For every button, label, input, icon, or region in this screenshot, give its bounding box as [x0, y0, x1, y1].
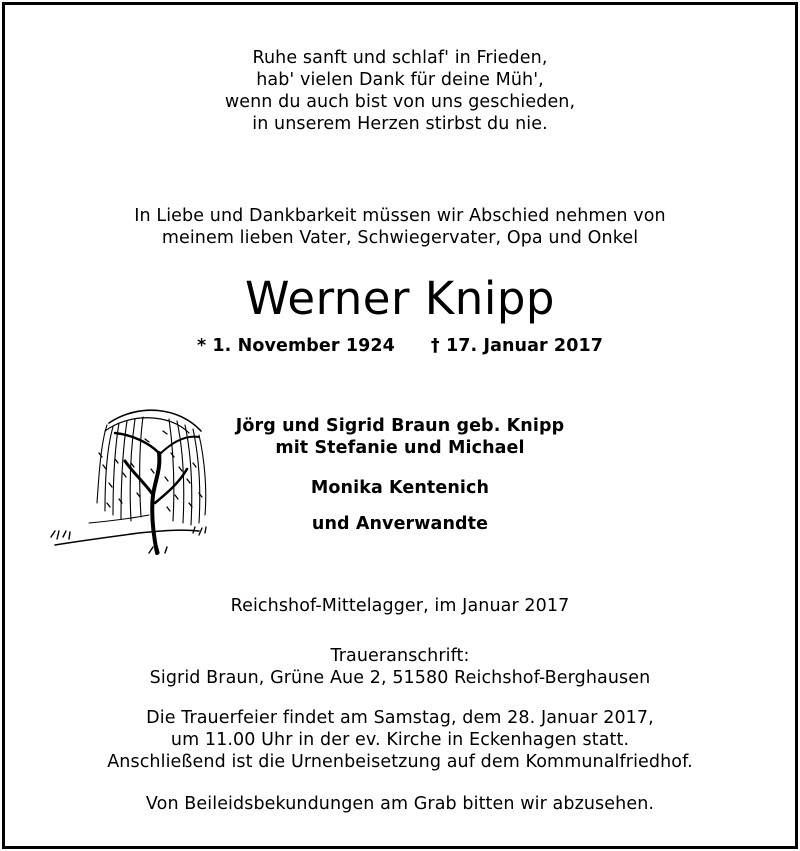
- service-line: Anschließend ist die Urnenbeisetzung auf dem Kommunalfriedhof.: [107, 752, 693, 772]
- mourner-line: und Anverwandte: [311, 514, 489, 534]
- address-label: Traueranschrift:: [330, 646, 470, 666]
- poem: [5, 47, 795, 135]
- death-date: † 17. Januar 2017: [430, 336, 604, 356]
- deceased-name: Werner Knipp: [245, 272, 555, 325]
- intro-line: In Liebe und Dankbarkeit müssen wir Abschied nehmen von: [134, 206, 666, 226]
- life-dates: [5, 335, 795, 357]
- mourner-line: mit Stefanie und Michael: [275, 438, 525, 458]
- birth-date: * 1. November 1924: [196, 336, 395, 356]
- poem-line: hab' vielen Dank für deine Müh',: [256, 70, 544, 90]
- poem-line: Ruhe sanft und schlaf' in Frieden,: [252, 48, 548, 68]
- obituary-card: [2, 2, 798, 849]
- poem-line: wenn du auch bist von uns geschieden,: [224, 92, 576, 112]
- intro-line: meinem lieben Vater, Schwiegervater, Opa und Onkel: [161, 228, 639, 248]
- address-value: Sigrid Braun, Grüne Aue 2, 51580 Reichshof-Berghausen: [149, 668, 651, 688]
- service-line: um 11.00 Uhr in der ev. Kirche in Eckenhagen statt.: [170, 730, 630, 750]
- poem-line: in unserem Herzen stirbst du nie.: [252, 114, 548, 134]
- intro-text: [5, 205, 795, 249]
- mourner-line: Jörg und Sigrid Braun geb. Knipp: [235, 416, 565, 436]
- mourners-primary: [5, 415, 795, 459]
- service-line: Die Trauerfeier findet am Samstag, dem 28. Januar 2017,: [146, 708, 654, 728]
- mourner-line: Monika Kentenich: [310, 478, 490, 498]
- place-date: Reichshof-Mittelagger, im Januar 2017: [230, 596, 570, 616]
- service-details: [5, 707, 795, 773]
- closing-note: Von Beileidsbekundungen am Grab bitten wir abzusehen.: [145, 794, 655, 814]
- mourning-address: [5, 645, 795, 689]
